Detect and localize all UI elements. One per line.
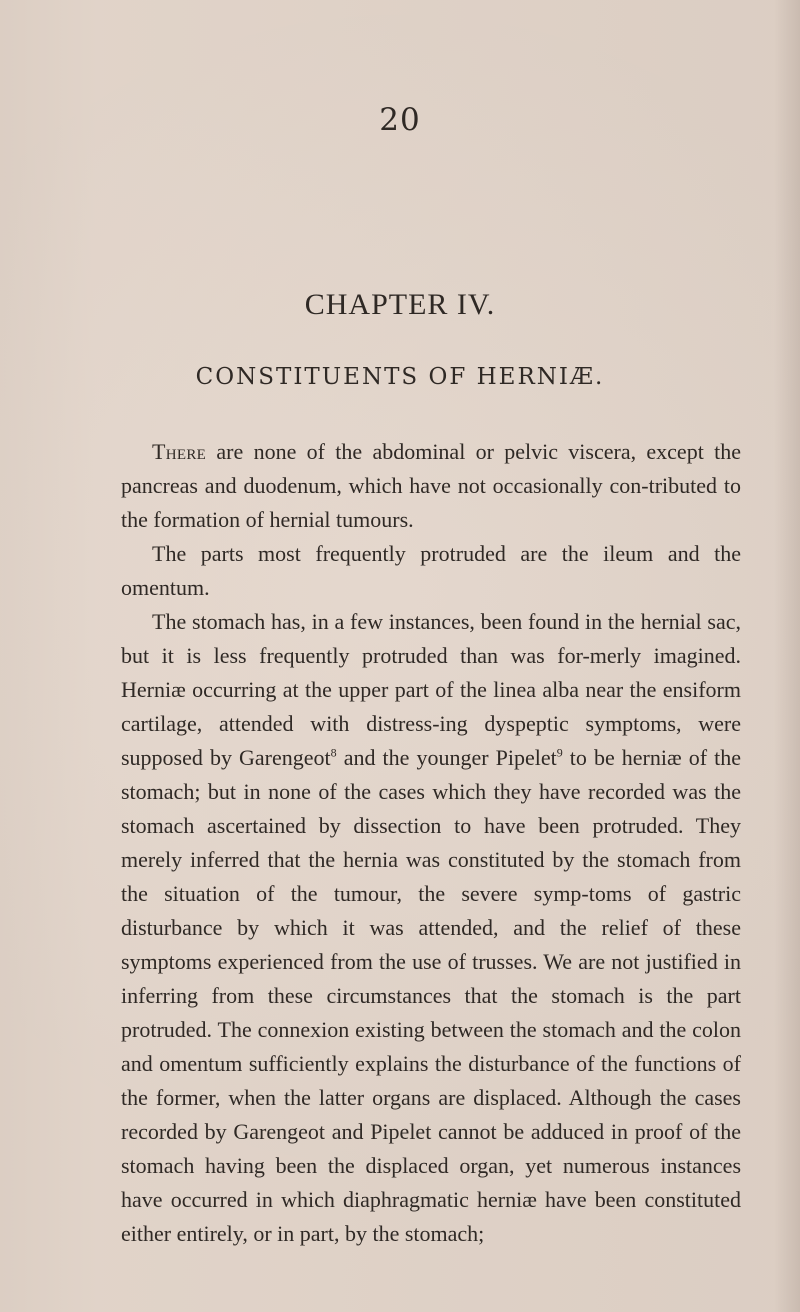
page-number: 20 <box>379 102 421 138</box>
paragraph-1 <box>121 435 741 537</box>
paragraph-text: The parts most frequently protruded are the ileum and the omentum. <box>121 541 741 600</box>
footnote-reference-8: 8 <box>330 745 337 760</box>
paragraph-text-part-2: and the younger Pipelet <box>336 745 557 770</box>
paragraph-text-part-1: The stomach has, in a few instances, been found in the hernial sac, but it is less frequently protruded than was for-merly imagined. Herniæ occurring at the upper part of the linea alba near the ensiform cartilage, attended with distress-ing dyspeptic symptoms, were supposed by Garengeot <box>121 609 741 770</box>
paragraph-text-part-3: to be herniæ of the stomach; but in none of the cases which they have recorded was the stomach ascertained by dissection to have been protruded. They merely inferred that the hernia was constituted by the stomach from the situation of the tumour, the severe symp-toms of gastric disturbance by which it was attended, and the relief of these symptoms experienced from the use of trusses. We are not justified in inferring from these circumstances that the stomach is the part protruded. The connexion existing between the stomach and the colon and omentum sufficiently explains the disturbance of the functions of the former, when the latter organs are displaced. Although the cases recorded by Garengeot and Pipelet cannot be adduced in proof of the stomach having been the displaced organ, yet numerous instances have occurred in which diaphragmatic herniæ have been constituted either entirely, or in part, by the stomach; <box>121 745 741 1246</box>
paragraph-3 <box>121 605 741 1251</box>
page-edge-shadow <box>774 0 800 1312</box>
footnote-reference-9: 9 <box>556 745 563 760</box>
paragraph-lead-word: There <box>152 439 207 464</box>
body-text <box>121 435 741 1251</box>
paragraph-text: are none of the abdominal or pelvic viscera, except the pancreas and duodenum, which have not occasionally con-tributed to the formation of hernial tumours. <box>121 439 741 532</box>
section-title: CONSTITUENTS OF HERNIÆ. <box>195 364 605 390</box>
paragraph-2 <box>121 537 741 605</box>
chapter-title: CHAPTER IV. <box>304 288 496 321</box>
